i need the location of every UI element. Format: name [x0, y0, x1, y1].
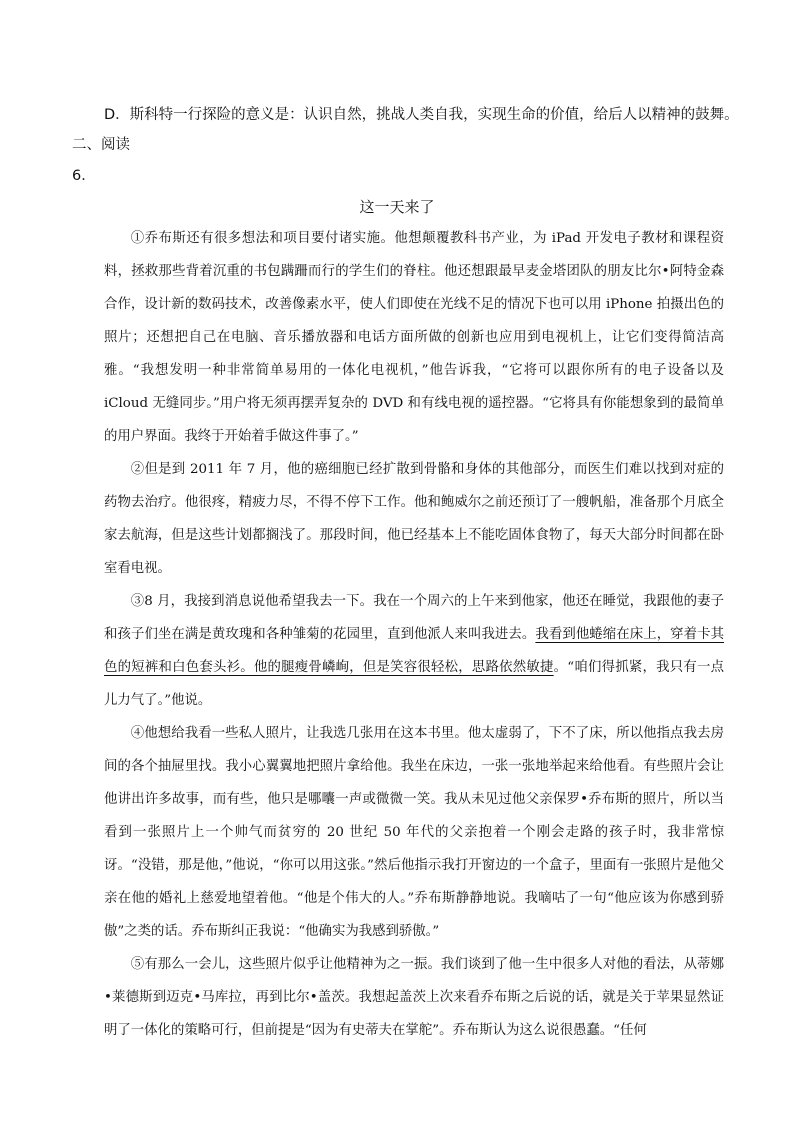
paragraph-3-before: ③8 月，我接到消息说他希望我去一下。我在一个周六的上午来到他家，他还在睡觉，我跟他的妻子和孩子们坐在满是黄玫瑰和各种雏菊的花园里，直到他派人来叫我进去。 [104, 594, 724, 642]
option-d: D．斯科特一行探险的意义是：认识自然，挑战人类自我，实现生命的价值，给后人以精神的鼓舞。 [104, 107, 739, 123]
paragraph-5: ⑤有那么一会儿，这些照片似乎让他精神为之一振。我们谈到了他一生中很多人对他的看法，从蒂娜•莱德斯到迈克•马库拉，再到比尔•盖茨。我想起盖茨上次来看乔布斯之后说的话，就是关于苹果显然证明了一体化的策略可行，但前提是“因为有史蒂夫在掌舵”。乔布斯认为这么说很愚蠢。“任何 [104, 957, 724, 1038]
question-number: 6． [72, 168, 96, 184]
paragraph-3 [104, 585, 724, 717]
article-title: 这一天来了 [359, 198, 435, 216]
paragraph-4: ④他想给我看一些私人照片，让我选几张用在这本书里。他太虚弱了，下不了床，所以他指点我去房间的各个抽屉里找。我小心翼翼地把照片拿给他。我坐在床边，一张一张地举起来给他看。有些照片会让他讲出许多故事，而有些，他只是哪囔一声或微微一笑。我从未见过他父亲保罗•乔布斯的照片，所以当看到一张照片上一个帅气而贫穷的 20 世纪 50 年代的父亲抱着一个刚会走路的孩子时，我非常惊讶。“没错，那是他，”他说，“你可以用这张。”然后他指示我打开窗边的一个盒子，里面有一张照片是他父亲在他的婚礼上慈爱地望着他。“他是个伟大的人。”乔布斯静静地说。我嘀咕了一句“他应该为你感到骄傲”之类的话。乔布斯纠正我说：“他确实为我感到骄傲。” [104, 726, 724, 939]
paragraph-1: ①乔布斯还有很多想法和项目要付诸实施。他想颠覆教科书产业，为 iPad 开发电子教材和课程资料，拯救那些背着沉重的书包蹒跚而行的学生们的脊柱。他还想跟最早麦金塔团队的朋友比尔•阿特金森合作，设计新的数码技术，改善像素水平，使人们即使在光线不足的情况下也可以用 iPhone 拍摄出色的照片；还想把自己在电脑、音乐播放器和电话方面所做的创新也应用到电视机上，让它们变得简洁高雅。“我想发明一种非常简单易用的一体化电视机，”他告诉我，“它将可以跟你所有的电子设备以及 iCloud 无缝同步。”用户将无须再摆弄复杂的 DVD 和有线电视的遥控器。“它将具有你能想象到的最简单的用户界面。我终于开始着手做这件事了。” [104, 231, 724, 444]
paragraph-2: ②但是到 2011 年 7 月，他的癌细胞已经扩散到骨骼和身体的其他部分，而医生们难以找到对症的药物去治疗。他很疼，精疲力尽，不得不停下工作。他和鲍威尔之前还预订了一艘帆船，准备那个月底全家去航海，但是这些计划都搁浅了。那段时间，他已经基本上不能吃固体食物了，每天大部分时间都在卧室看电视。 [104, 462, 724, 576]
article-body [104, 222, 724, 1047]
underlined-sentence: 我看到他蜷缩在床上，穿着卡其色的短裤和白色套头衫。他的腿瘦骨嶙峋，但是笑容很轻松，思路依然敏捷 [104, 627, 725, 675]
section-heading: 二、阅读 [72, 137, 130, 153]
paragraph-3-after: 。“咱们得抓紧，我只有一点儿力气了。”他说。 [104, 660, 724, 708]
